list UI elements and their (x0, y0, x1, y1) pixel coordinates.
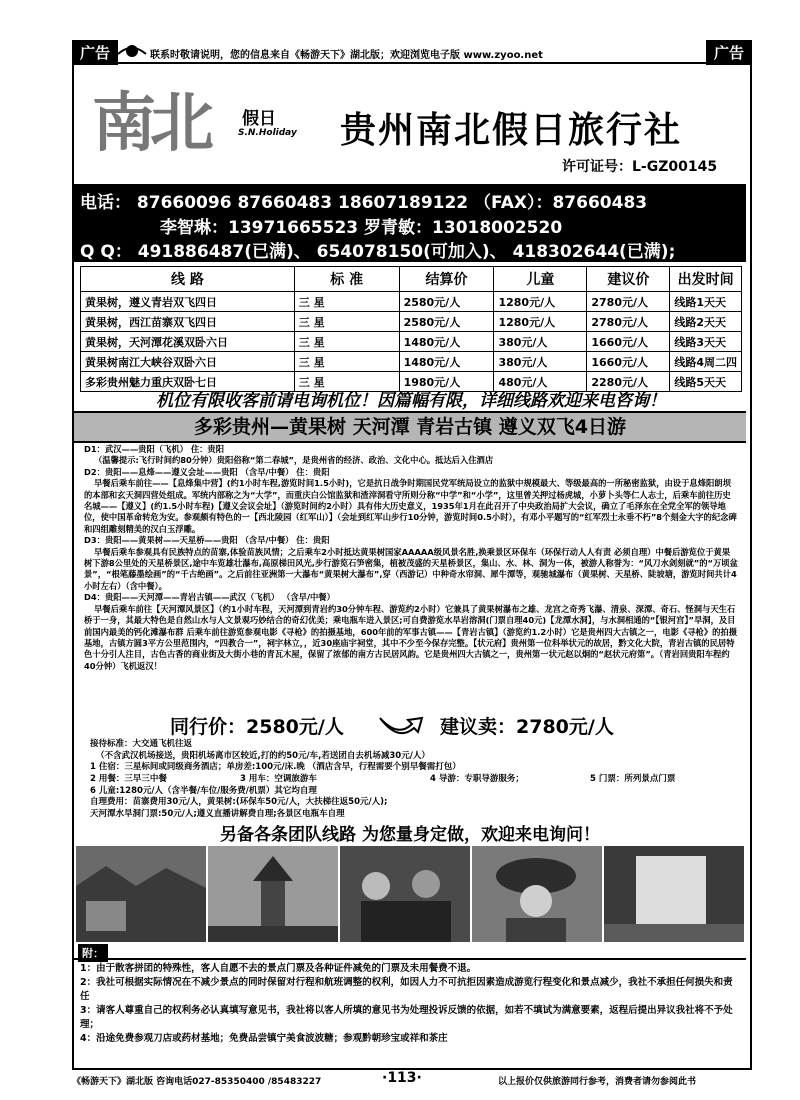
footer-right: 以上报价仅供旅游同行参考，消费者请勿参阅此书 (498, 1077, 697, 1087)
itinerary (84, 444, 738, 672)
route-name: 黄果树南江大峡谷双卧六日 (81, 352, 295, 372)
service-title: 接待标准：大交通飞机往返 (90, 739, 193, 749)
logo-small: 假日 (242, 109, 276, 129)
route-suggest: 1660元/人 (587, 352, 670, 372)
table-row (81, 312, 742, 332)
note-item: 2：我社可根据实际情况在不减少景点的同时保留对行程和航班调整的权利，如因人力不可抗拒因素造成游览行程变化和景点减少，我社不承担任何损失和责任 (80, 977, 733, 1002)
service-standard (90, 739, 740, 820)
route-depart: 线路2天天 (670, 312, 742, 332)
notes-divider (74, 958, 746, 960)
day1-heading: D1：武汉——贵阳（飞机） 住：贵阳 (84, 444, 225, 454)
col-child: 儿童 (494, 267, 587, 292)
notes-list (80, 962, 740, 1046)
route-settle: 1480元/人 (399, 352, 494, 372)
route-suggest: 2780元/人 (587, 292, 670, 312)
tour-title: 多彩贵州—黄果树 天河潭 青岩古镇 遵义双飞4日游 (74, 411, 746, 443)
route-settle: 2580元/人 (399, 312, 494, 332)
service-line-6: 天河潭水旱洞门票:50元/人;遵义直播讲解费自理;各景区电瓶车自理 (90, 808, 345, 819)
route-suggest: 2280元/人 (587, 372, 670, 392)
note-item: 3：请客人尊重自己的权利务必认真填写意见书，我社将以客人所填的意见书为处理投诉反馈的依据，如若不填试为满意要素，返程后提出异议我社将不予处理； (80, 1005, 733, 1030)
license-number: 许可证号：L-GZ00145 (562, 159, 718, 175)
contact-people: 李智琳：13971665523 罗青敏：13018002520 (160, 218, 563, 238)
service-line-5: 自理费用：苗寨费用30元/人，黄果树:(环保车50元/人，大扶梯往返50元/人); (90, 797, 388, 807)
route-child: 480元/人 (494, 372, 587, 392)
route-child: 380元/人 (494, 352, 587, 372)
logo-en: S.N.Holiday (238, 128, 297, 138)
notes-label: 附： (78, 944, 108, 962)
table-row (81, 292, 742, 312)
logo-big: 南北 (92, 86, 208, 161)
photo-headdress (472, 846, 602, 942)
arrow-icon (378, 712, 438, 738)
col-standard: 标 准 (294, 267, 399, 292)
custom-tour-banner: 另备各条团队线路 为您量身定做，欢迎来电询问！ (220, 825, 600, 845)
route-standard: 三 星 (294, 312, 399, 332)
peer-price: 同行价：2580元/人 (170, 716, 344, 738)
route-standard: 三 星 (294, 352, 399, 372)
ad-tag-right: 广告 (706, 40, 752, 65)
col-depart: 出发时间 (670, 267, 742, 292)
service-tickets: 5 门票：所列景点门票 (590, 773, 676, 784)
header-notice: 联系时敬请说明，您的信息来自《畅游天下》湖北版；欢迎浏览电子版 www.zyoo.net (150, 50, 543, 61)
photo-village (76, 846, 206, 942)
footer-left: 《畅游天下》湖北版 咨询电话027-85350400 /85483227 (72, 1077, 322, 1087)
service-line-1: （不含武汉机场接送，贵阳机场离市区较近,打的约50元/车,若送团自去机场减30元/人） (96, 750, 430, 761)
route-depart: 线路1天天 (670, 292, 742, 312)
route-child: 380元/人 (494, 332, 587, 352)
day3-heading: D3：贵阳——黄果树——天星桥——贵阳 （含早/中餐） 住：贵阳 (84, 535, 330, 546)
note-item: 1：由于散客拼团的特殊性，客人自愿不去的景点门票及各种证件减免的门票及未用餐费不退。 (80, 963, 477, 974)
route-depart: 线路3天天 (670, 332, 742, 352)
service-line-3 (90, 774, 740, 786)
day2-body: 早餐后乘车前往——【息烽集中营】(约1小时车程,游览时间1.5小时)，它是抗日战争时期国民党军统局设立的监狱中规模最大、等级最高的一所秘密监狱，由设于息烽阳朗坝的本部和玄天洞四营处组成。军统内部称之为“大学”，而重庆白公馆监狱和渣滓洞看守所则分称“中学”和“小学”，这里曾关押过杨虎城，小萝卜头等仁人志士，后乘车前往历史名城——【遵义】(约1.5小时车程)【遵义会议会址】（游览时间约2小时）具有伟大历史意义，1935年1月在此召开了中央政治局扩大会议，确立了毛泽东在全党全军的领导地位，使中国革命转危为安。参观颇有特色的一【西北陵园（红军山）】（会址到红军山步行10分钟，游览时间0.5小时），有邓小平题写的“红军烈士永垂不朽”8个刻金大字的纪念碑和四组雕刻精美的汉白玉浮雕。 (84, 478, 737, 534)
service-guide: 4 导游：专职导游服务； (430, 773, 524, 784)
note-item: 4：沿途免费参观刀店或药材基地；免费品尝镇宁美食波波糖；参观黔朝珍宝或祥和茶庄 (80, 1033, 448, 1044)
service-meals: 2 用餐：三早三中餐 (90, 773, 167, 784)
table-row (81, 332, 742, 352)
route-settle: 2580元/人 (399, 292, 494, 312)
route-depart: 线路4周二四 (670, 352, 742, 372)
page-number: ·113· (382, 1070, 422, 1086)
suggest-price: 建议卖：2780元/人 (440, 716, 614, 738)
route-suggest: 2780元/人 (587, 312, 670, 332)
day4-heading: D4：贵阳——天河潭——青岩古镇——武汉（飞机） （含早/中餐） (84, 592, 335, 603)
route-settle: 1480元/人 (399, 332, 494, 352)
service-vehicle: 3 用车：空调旅游车 (240, 773, 317, 784)
phone-line: 电话： 87660096 87660483 18607189122 （FAX）：87660483 (80, 193, 648, 213)
table-header-row (81, 267, 742, 292)
contact-bar (74, 184, 746, 262)
route-depart: 线路5天天 (670, 372, 742, 392)
agency-name: 贵州南北假日旅行社 (340, 109, 683, 151)
day2-heading: D2：贵阳——息烽——遵义会址——贵阳 （含早/中餐） 住：贵阳 (84, 466, 330, 477)
route-settle: 1980元/人 (399, 372, 494, 392)
service-line-4: 6 儿童:1280元/人（含半餐/车位/服务费/机票）其它均自理 (90, 785, 317, 796)
day3-body: 早餐后乘车参观具有民族特点的苗寨,体验苗族风情；之后乘车2小时抵达黄果树国家AAAAA级风景名胜,换乘景区环保车（环保行动人人有责 必须自理）中餐后游览位于黄果树下游8公里处的天星桥景区,途中车览雄壮瀑布,高原梯田风光,步行游览石笋密集，植被茂盛的天星桥景区，集山、水、林、洞为一体，被游人称誉为：“风刀水剑刻就”的“万顷盆景”，“根笔藤墨绘画”的“千古绝画”。之后前往亚洲第一大瀑布“黄果树大瀑布”,穿（西游记）中种奇水帘洞、犀牛潭等，观驰城瀑布（黄果树、天星桥、陡坡塘，游览时间共计4小时左右）（含中餐）。 (84, 546, 738, 591)
route-name: 黄果树，遵义青岩双飞四日 (81, 292, 295, 312)
photo-pagoda (208, 846, 338, 942)
route-standard: 三 星 (294, 292, 399, 312)
route-name: 黄果树，天河潭花溪双卧六日 (81, 332, 295, 352)
route-child: 1280元/人 (494, 312, 587, 332)
magazine-logo-icon (116, 42, 148, 58)
route-suggest: 1660元/人 (587, 332, 670, 352)
booking-slogan: 机位有限收客前请电询机位！因篇幅有限，详细线路欢迎来电咨询！ (156, 391, 666, 411)
day1-body: （温馨提示:飞行时间约80分钟）贵阳俗称“第二春城”，是贵州省的经济、政治、文化中心。抵达后入住酒店 (94, 455, 494, 466)
ad-tag-left: 广告 (72, 40, 118, 65)
col-settle-price: 结算价 (399, 267, 494, 292)
col-route: 线 路 (81, 267, 295, 292)
photo-waterfall (604, 846, 744, 942)
route-name: 多彩贵州魅力重庆双卧七日 (81, 372, 295, 392)
photo-performers (340, 846, 470, 942)
day4-body: 早餐后乘车前往【天河潭风景区】（约1小时车程，天河潭到青岩约30分钟车程、游览约2小时）它兼具了黄果树瀑布之雄、龙宫之奇秀飞瀑、清泉、深潭、奇石、怪洞与天生石桥于一身，其最大特色是自然山水与人文景观巧妙结合的奇幻优美；乘电瓶车进入景区;可自费游览水旱岩溶洞(门票自理40元)【龙潭水洞】，与水洞相通的“【银河宫】”旱洞，及目前国内最美的钙化滩瀑布群 后乘车前往游览参观电影《寻枪》的拍摄基地，600年前的军事古镇——【青岩古镇】（游览约1.2小时）它是贵州四大古镇之一，电影《寻枪》的拍摄基地，古镇方圆3平方公里范围内，“四教合一”，祠宇林立，，近30座庙宇祠堂，其中不少至今保存完整。【状元府】贵州第一位科举状元的故居，黔文化大院，青岩古镇的民居特色十分引人注目，古色古香的商业街及大街小巷的青瓦木屋，保留了浓郁的南方古民居风韵。它是贵州四大古镇之一，贵州第一状元赵以炯的“赵状元府第”。（青岩回贵阳车程约40分钟）飞机返汉！ (84, 603, 738, 671)
qq-line: Q Q： 491886487(已满)、 654078150(可加入)、 418302644(已满); (80, 242, 676, 262)
table-row (81, 352, 742, 372)
col-suggest-price: 建议价 (587, 267, 670, 292)
route-name: 黄果树，西江苗寨双飞四日 (81, 312, 295, 332)
route-standard: 三 星 (294, 332, 399, 352)
service-line-2: 1 住宿：三星标间或同级商务酒店；单房差:100元/床.晚 （酒店含早，行程需要个别早餐需打包） (90, 762, 461, 772)
routes-table (80, 266, 742, 392)
route-standard: 三 星 (294, 372, 399, 392)
route-child: 1280元/人 (494, 292, 587, 312)
photo-strip (76, 846, 744, 942)
